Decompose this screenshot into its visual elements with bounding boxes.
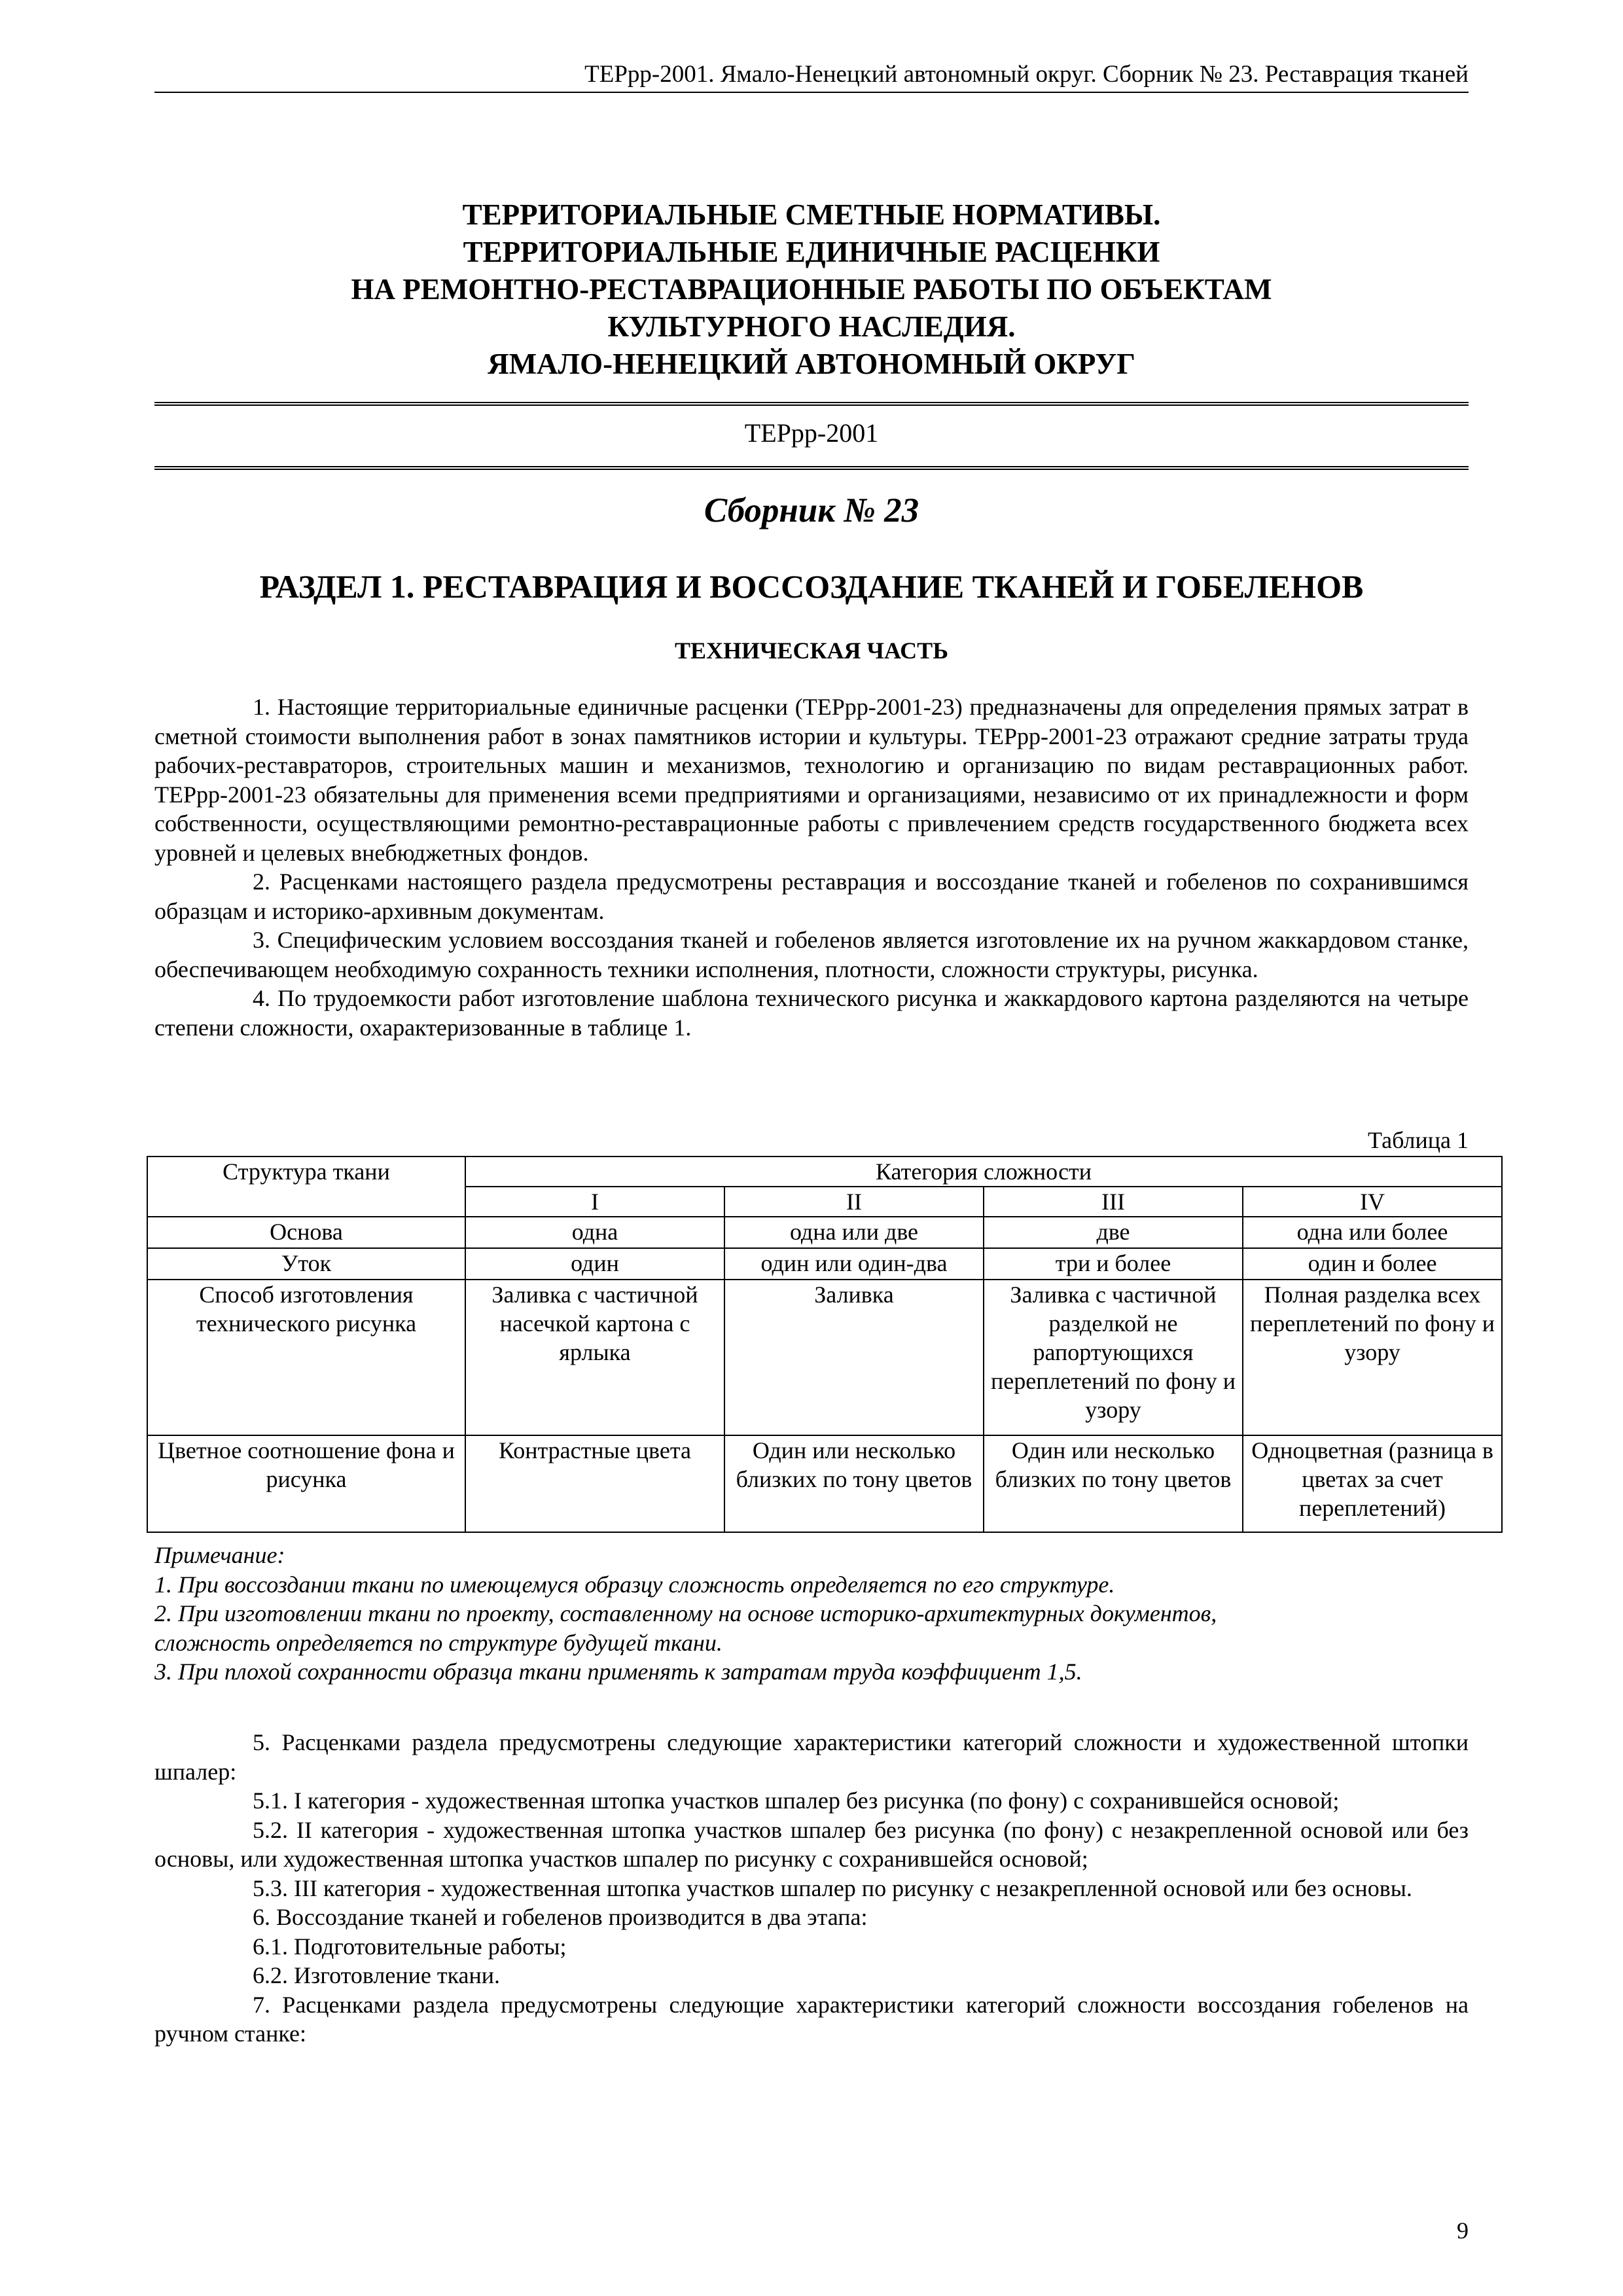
table-cell: Заливка с частичной разделкой не рапортующихся переплетений по фону и узору	[984, 1280, 1243, 1435]
collection-title: Сборник № 23	[704, 492, 919, 529]
document-code: ТЕРрр-2001	[744, 418, 879, 448]
body-text-b	[154, 1728, 1469, 2049]
paragraph: 5.1. I категория - художественная штопка участков шпалер без рисунка (по фону) с сохранившейся основой;	[253, 1787, 1340, 1814]
paragraph: 1. Настоящие территориальные единичные расценки (ТЕРрр-2001-23) предназначены для определения прямых затрат в сметной стоимости выполнения работ в зонах памятников истории и культуры. ТЕРрр-2001-23 отражают средние затраты труда рабочих-реставраторов, строительных машин и механизмов, технологию и организацию по видам реставрационных работ. ТЕРрр-2001-23 обязательны для применения всеми предприятиями и организациями, независимо от их принадлежности и форм собственности, осуществляющими ремонтно-реставрационные работы с привлечением средств государственного бюджета всех уровней и целевых внебюджетных фондов.	[154, 694, 1469, 866]
category-header: IV	[1243, 1187, 1502, 1217]
table-caption: Таблица 1	[1368, 1127, 1469, 1153]
row-label: Способ изготовления технического рисунка	[147, 1280, 465, 1435]
running-header: ТЕРрр-2001. Ямало-Ненецкий автономный округ. Сборник № 23. Реставрация тканей	[154, 60, 1469, 93]
row-label: Цветное соотношение фона и рисунка	[147, 1435, 465, 1532]
row-label: Основа	[147, 1217, 465, 1248]
code-band	[154, 402, 1469, 470]
paragraph: 5.2. II категория - художественная штопка участков шпалер без рисунка (по фону) с незакрепленной основой или без основы, или художественная штопка участков шпалер по рисунку с сохранившейся основой;	[154, 1816, 1469, 1872]
table-cell: одна или две	[724, 1217, 984, 1248]
table-header-category: Категория сложности	[465, 1157, 1502, 1187]
table-cell: Полная разделка всех переплетений по фону и узору	[1243, 1280, 1502, 1435]
table-cell: Контрастные цвета	[465, 1435, 724, 1532]
table-notes	[154, 1541, 1469, 1687]
paragraph: 3. Специфическим условием воссоздания тканей и гобеленов является изготовление их на ручном жаккардовом станке, обеспечивающем необходимую сохранность техники исполнения, плотности, сложности структуры, рисунка.	[154, 927, 1469, 982]
section-title: РАЗДЕЛ 1. РЕСТАВРАЦИЯ И ВОССОЗДАНИЕ ТКАНЕЙ И ГОБЕЛЕНОВ	[259, 568, 1364, 605]
title-line: ТЕРРИТОРИАЛЬНЫЕ СМЕТНЫЕ НОРМАТИВЫ.	[462, 198, 1161, 231]
note-line: 1. При воссоздании ткани по имеющемуся образцу сложность определяется по его структуре.	[154, 1571, 1115, 1598]
table-cell: Один или несколько близких по тону цветов	[984, 1435, 1243, 1532]
table-row	[147, 1217, 1502, 1248]
category-header: I	[465, 1187, 724, 1217]
table-cell: Заливка	[724, 1280, 984, 1435]
title-line: ЯМАЛО-НЕНЕЦКИЙ АВТОНОМНЫЙ ОКРУГ	[488, 348, 1135, 380]
table-header-structure: Структура ткани	[147, 1157, 465, 1217]
title-line: КУЛЬТУРНОГО НАСЛЕДИЯ.	[607, 310, 1016, 343]
table-cell: три и более	[984, 1248, 1243, 1280]
paragraph: 6.1. Подготовительные работы;	[253, 1933, 567, 1960]
note-line: сложность определяется по структуре будущей ткани.	[154, 1629, 722, 1656]
row-label: Уток	[147, 1248, 465, 1280]
table-cell: один	[465, 1248, 724, 1280]
paragraph: 2. Расценками настоящего раздела предусмотрены реставрация и воссоздание тканей и гобеленов по сохранившимся образцам и историко-архивным документам.	[154, 869, 1469, 924]
paragraph: 5.3. III категория - художественная штопка участков шпалер по рисунку с незакрепленной основой или без основы.	[253, 1874, 1412, 1901]
table-cell: одна	[465, 1217, 724, 1248]
table-cell: Заливка с частичной насечкой картона с ярлыка	[465, 1280, 724, 1435]
paragraph: 7. Расценками раздела предусмотрены следующие характеристики категорий сложности воссоздания гобеленов на ручном станке:	[154, 1991, 1469, 2047]
table-cell: один или один-два	[724, 1248, 984, 1280]
table-cell: Один или несколько близких по тону цветов	[724, 1435, 984, 1532]
table-row	[147, 1248, 1502, 1280]
table-cell: один и более	[1243, 1248, 1502, 1280]
paragraph: 6.2. Изготовление ткани.	[253, 1962, 501, 1988]
complexity-table	[147, 1156, 1503, 1533]
table-cell: Одноцветная (разница в цветах за счет переплетений)	[1243, 1435, 1502, 1532]
category-header: II	[724, 1187, 984, 1217]
title-line: ТЕРРИТОРИАЛЬНЫЕ ЕДИНИЧНЫЕ РАСЦЕНКИ	[463, 236, 1160, 268]
note-line: 3. При плохой сохранности образца ткани применять к затратам труда коэффициент 1,5.	[154, 1659, 1082, 1685]
title-line: НА РЕМОНТНО-РЕСТАВРАЦИОННЫЕ РАБОТЫ ПО ОБЪЕКТАМ	[351, 273, 1272, 306]
technical-part-heading: ТЕХНИЧЕСКАЯ ЧАСТЬ	[675, 637, 948, 664]
paragraph: 4. По трудоемкости работ изготовление шаблона технического рисунка и жаккардового картона разделяются на четыре степени сложности, охарактеризованные в таблице 1.	[154, 985, 1469, 1041]
table-row	[147, 1435, 1502, 1532]
table-row	[147, 1280, 1502, 1435]
body-text-a	[154, 692, 1469, 1042]
document-title	[154, 196, 1469, 383]
category-header: III	[984, 1187, 1243, 1217]
paragraph: 5. Расценками раздела предусмотрены следующие характеристики категорий сложности и художественной штопки шпалер:	[154, 1729, 1469, 1785]
paragraph: 6. Воссоздание тканей и гобеленов производится в два этапа:	[253, 1904, 868, 1930]
note-line: Примечание:	[154, 1542, 285, 1568]
page-number: 9	[1457, 2217, 1469, 2244]
note-line: 2. При изготовлении ткани по проекту, составленному на основе историко-архитектурных документов,	[154, 1600, 1217, 1626]
table-cell: одна или более	[1243, 1217, 1502, 1248]
table-cell: две	[984, 1217, 1243, 1248]
